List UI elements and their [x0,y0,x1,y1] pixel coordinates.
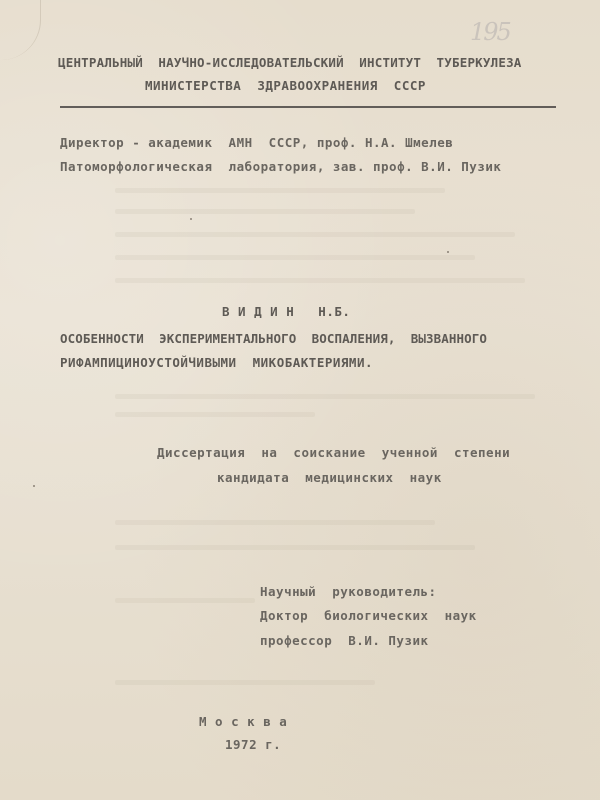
paper-speck [447,251,449,253]
supervisor-label: Научный руководитель: [260,584,437,599]
paper-speck [33,485,35,487]
institute-name-line1: ЦЕНТРАЛЬНЫЙ НАУЧНО-ИССЛЕДОВАТЕЛЬСКИЙ ИНСТИТУТ ТУБЕРКУЛЕЗА [58,55,522,70]
year: 1972 г. [225,737,282,752]
bleed-through-texture [115,545,475,550]
bleed-through-texture [115,680,375,685]
bleed-through-texture [115,232,515,237]
supervisor-degree: Доктор биологических наук [260,608,477,623]
bleed-through-texture [115,278,525,283]
bleed-through-texture [115,188,445,193]
dissertation-title-line2: РИФАМПИЦИНОУСТОЙЧИВЫМИ МИКОБАКТЕРИЯМИ. [60,355,373,370]
bleed-through-texture [115,598,255,603]
laboratory-line: Патоморфологическая лаборатория, зав. проф. В.И. Пузик [60,159,502,174]
institute-name-line2: МИНИСТЕРСТВА ЗДРАВООХРАНЕНИЯ СССР [145,78,426,93]
paper-speck [190,218,192,220]
bleed-through-texture [115,209,415,214]
supervisor-name: профессор В.И. Пузик [260,633,429,648]
director-line: Директор - академик АМН СССР, проф. Н.А. Шмелев [60,135,454,150]
page-crease [0,0,41,60]
bleed-through-texture [115,412,315,417]
city: М о с к в а [199,714,288,729]
author-name: В И Д И Н Н.Б. [222,304,351,319]
dissertation-title-line1: ОСОБЕННОСТИ ЭКСПЕРИМЕНТАЛЬНОГО ВОСПАЛЕНИЯ, ВЫЗВАННОГО [60,331,488,346]
header-divider [60,106,556,108]
bleed-through-texture [115,394,535,399]
dissertation-purpose-line1: Диссертация на соискание ученной степени [157,445,511,460]
bleed-through-texture [115,255,475,260]
bleed-through-texture [115,520,435,525]
archive-stamp-number: 195 [470,18,510,46]
dissertation-purpose-line2: кандидата медицинских наук [217,470,442,485]
